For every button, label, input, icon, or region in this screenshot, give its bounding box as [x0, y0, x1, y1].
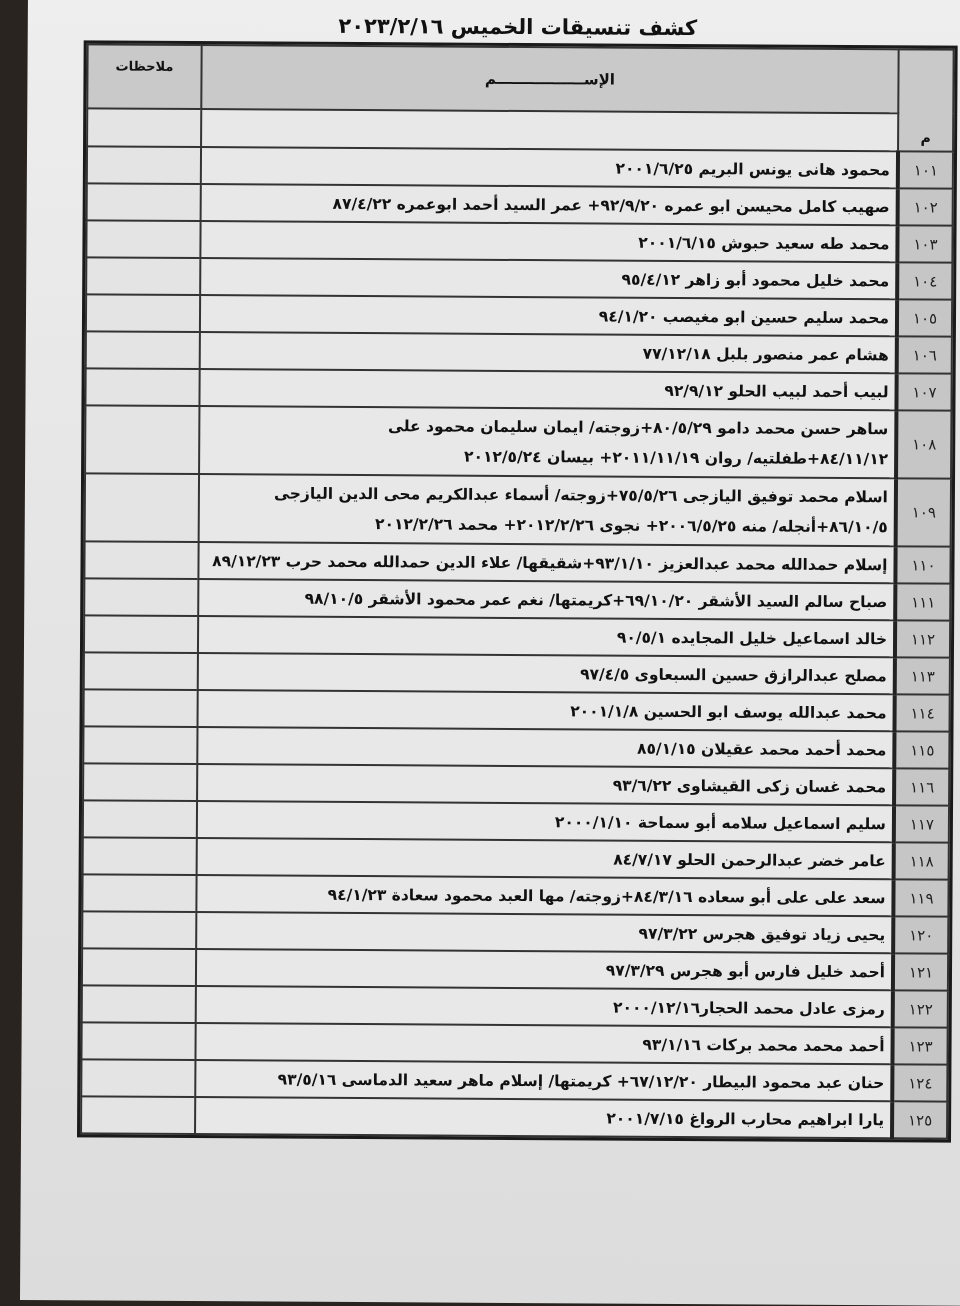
- row-notes-cell: [82, 874, 196, 912]
- table-row: [85, 405, 951, 478]
- row-notes-cell: [86, 331, 200, 369]
- table-row: [82, 874, 948, 916]
- row-name-cell: [200, 258, 897, 299]
- row-notes-cell: [85, 368, 199, 406]
- row-name-line: يارا ابراهيم محارب الرواغ ٢٠٠١/٧/١٥: [606, 1109, 885, 1129]
- table-row: [84, 578, 950, 620]
- table-row: [87, 146, 953, 188]
- row-name-line: محمد غسان زكى القيشاوى ٩٣/٦/٢٢: [612, 776, 887, 796]
- row-notes-cell: [87, 183, 201, 221]
- row-number: ١٠٥: [897, 299, 952, 336]
- row-notes-cell: [82, 911, 196, 949]
- row-name-line: محمود هانى يونس البريم ٢٠٠١/٦/٢٥: [615, 159, 890, 179]
- row-name-cell: [195, 1060, 892, 1101]
- row-name-cell: [196, 912, 893, 953]
- row-number: ١٢٤: [892, 1064, 947, 1101]
- row-number: ١١٨: [894, 842, 949, 879]
- row-notes-cell: [83, 800, 197, 838]
- document-title: كشف تنسيقات الخميس ٢٠٢٣/٢/١٦: [338, 13, 698, 41]
- table-row: [83, 763, 949, 805]
- header-spacer-notes: [87, 108, 201, 147]
- table-header-row: [87, 44, 953, 113]
- row-name-cell: [199, 406, 896, 478]
- row-number: ١٠٣: [897, 225, 952, 262]
- row-name-line: مصلح عبدالرازق حسين السبعاوى ٩٧/٤/٥: [580, 664, 887, 685]
- row-name-line: هشام عمر منصور بلبل ٧٧/١٢/١٨: [642, 344, 889, 364]
- row-name-line: ٨٤/١١/١٢+طفلتيه/ روان ٢٠١١/١١/١٩+ بيسان ٢٠١٢/٥/٢٤: [464, 447, 889, 469]
- row-name-cell: [195, 1023, 892, 1064]
- row-number: ١١٣: [895, 657, 950, 694]
- row-name-line: محمد خليل محمود أبو زاهر ٩٥/٤/١٢: [621, 270, 890, 290]
- row-name-line: محمد أحمد محمد عقيلان ٨٥/١/١٥: [636, 739, 887, 759]
- row-name-line: حنان عبد محمود البيطار ٦٧/١٢/٢٠+ كريمتها/ إسلام ماهر سعيد الدماسى ٩٣/٥/١٦: [277, 1070, 885, 1092]
- table-header-spacer-row: [87, 108, 953, 151]
- row-name-line: صهيب كامل محيسن ابو عمره ٩٢/٩/٢٠+ عمر السيد أحمد ابوعمره ٨٧/٤/٢٢: [332, 194, 890, 216]
- table-row: [83, 726, 949, 768]
- row-number: ١١٦: [894, 768, 949, 805]
- row-name-cell: [196, 986, 893, 1027]
- row-notes-cell: [84, 652, 198, 690]
- row-notes-cell: [85, 473, 199, 542]
- row-number: ١١٢: [895, 620, 950, 657]
- row-notes-cell: [82, 948, 196, 986]
- row-number: ١٢٠: [893, 916, 948, 953]
- row-number: ١٠٩: [896, 478, 951, 546]
- paper-sheet: [20, 0, 960, 1306]
- row-number: ١٢٥: [892, 1101, 947, 1138]
- row-name-line: اسلام محمد توفيق اليازجى ٧٥/٥/٢٦+زوجته/ أسماء عبدالكريم محى الدين اليازجى: [274, 484, 888, 507]
- row-name-cell: [201, 184, 898, 225]
- table-row: [81, 1022, 947, 1064]
- row-name-line: أحمد خليل فارس أبو هجرس ٩٧/٣/٢٩: [605, 961, 886, 981]
- table-row: [86, 257, 952, 299]
- row-notes-cell: [81, 1096, 195, 1134]
- row-name-line: صباح سالم السيد الأشقر ٦٩/١٠/٢٠+كريمتها/ نغم عمر محمود الأشقر ٩٨/١٠/٥: [304, 589, 888, 611]
- row-name-line: رمزى عادل محمد الحجار٢٠٠٠/١٢/١٦: [613, 998, 885, 1018]
- row-name-line: ٨٦/١٠/٥+أنجله/ منه ٢٠٠٦/٥/٢٥+ نجوى ٢٠١٢/٢/٢٦+ محمد ٢٠١٢/٢/٢٦: [375, 515, 888, 537]
- row-number: ١٠٦: [897, 336, 952, 373]
- row-name-line: محمد سليم حسين ابو مغيصب ٩٤/١/٢٠: [598, 306, 890, 327]
- table-row: [84, 689, 950, 731]
- row-notes-cell: [81, 1059, 195, 1097]
- row-name-cell: [195, 1097, 892, 1138]
- table-row: [86, 331, 952, 373]
- row-number: ١١٥: [894, 731, 949, 768]
- row-number: ١٠٤: [897, 262, 952, 299]
- row-name-line: لبيب أحمد لبيب الحلو ٩٢/٩/١٢: [664, 381, 889, 401]
- table-row: [84, 541, 950, 583]
- row-notes-cell: [87, 146, 201, 184]
- row-name-cell: [197, 838, 894, 879]
- row-notes-cell: [81, 1022, 195, 1060]
- row-number: ١٠٨: [896, 410, 951, 478]
- row-notes-cell: [84, 615, 198, 653]
- row-name-line: سليم اسماعيل سلامه أبو سماحة ٢٠٠٠/١/١٠: [554, 812, 886, 833]
- row-number: ١٢٢: [893, 990, 948, 1027]
- row-name-cell: [200, 221, 897, 262]
- row-name-line: ساهر حسن محمد دامو ٨٠/٥/٢٩+زوجته/ ايمان سليمان محمود على: [388, 417, 889, 439]
- row-number: ١١١: [895, 583, 950, 620]
- table-row: [81, 1096, 947, 1138]
- row-notes-cell: [83, 763, 197, 801]
- column-header-name: الإســـــــــــــــــم: [201, 45, 898, 113]
- table-row: [85, 473, 951, 546]
- table-row: [83, 837, 949, 879]
- row-number: ١٠٢: [898, 188, 953, 225]
- table-row: [84, 652, 950, 694]
- table-row: [85, 368, 951, 410]
- table-row: [81, 1059, 947, 1101]
- row-name-line: محمد عبدالله يوسف ابو الحسين ٢٠٠١/١/٨: [570, 701, 887, 722]
- row-number: ١١٠: [895, 546, 950, 583]
- row-notes-cell: [83, 726, 197, 764]
- roster-table-frame: [77, 40, 958, 1142]
- column-header-notes: ملاحظات: [87, 44, 201, 109]
- row-name-cell: [200, 332, 897, 373]
- row-name-cell: [201, 147, 898, 188]
- row-name-line: يحيى زياد توفيق هجرس ٩٧/٣/٢٢: [638, 924, 886, 944]
- row-notes-cell: [85, 405, 199, 474]
- row-number: ١١٤: [894, 694, 949, 731]
- row-name-line: سعد على على أبو سعاده ٨٤/٣/١٦+زوجته/ مها العبد محمود سعادة ٩٤/١/٢٣: [327, 885, 886, 907]
- row-name-cell: [197, 727, 894, 768]
- row-notes-cell: [84, 578, 198, 616]
- row-name-cell: [200, 295, 897, 336]
- row-notes-cell: [86, 257, 200, 295]
- row-notes-cell: [86, 220, 200, 258]
- row-name-cell: [199, 369, 896, 410]
- row-name-cell: [198, 579, 895, 620]
- table-row: [82, 948, 948, 990]
- row-number: ١٠١: [898, 151, 953, 188]
- row-name-cell: [197, 801, 894, 842]
- row-number: ١٢١: [893, 953, 948, 990]
- row-notes-cell: [86, 294, 200, 332]
- header-spacer-cell: [201, 109, 898, 151]
- row-name-cell: [197, 764, 894, 805]
- table-body: [81, 146, 953, 1138]
- row-number: ١١٧: [894, 805, 949, 842]
- table-row: [84, 615, 950, 657]
- row-name-line: خالد اسماعيل خليل المجايده ٩٠/٥/١: [616, 628, 888, 648]
- row-name-line: أحمد محمد محمد بركات ٩٣/١/١٦: [642, 1035, 885, 1055]
- row-number: ١١٩: [893, 879, 948, 916]
- row-name-cell: [198, 690, 895, 731]
- table-row: [82, 911, 948, 953]
- column-header-number: م: [898, 49, 954, 151]
- roster-table: [80, 43, 955, 1139]
- table-row: [82, 985, 948, 1027]
- row-name-cell: [198, 653, 895, 694]
- table-row: [86, 294, 952, 336]
- row-notes-cell: [84, 689, 198, 727]
- row-name-cell: [198, 616, 895, 657]
- row-name-cell: [196, 875, 893, 916]
- table-row: [83, 800, 949, 842]
- row-notes-cell: [83, 837, 197, 875]
- row-name-cell: [199, 474, 896, 546]
- row-name-line: عامر خضر عبدالرحمن الحلو ٨٤/٧/١٧: [613, 850, 886, 870]
- row-name-line: إسلام حمدالله محمد عبدالعزيز ٩٣/١/١٠+شقيقها/ علاء الدين حمدالله محمد حرب ٨٩/١٢/٢٣: [212, 551, 888, 574]
- table-row: [87, 183, 953, 225]
- table-row: [86, 220, 952, 262]
- row-notes-cell: [84, 541, 198, 579]
- row-name-line: محمد طه سعيد حبوش ٢٠٠١/٦/١٥: [638, 233, 890, 253]
- row-name-cell: [198, 542, 895, 583]
- row-number: ١٠٧: [896, 373, 951, 410]
- row-name-cell: [196, 949, 893, 990]
- row-notes-cell: [82, 985, 196, 1023]
- row-number: ١٢٣: [892, 1027, 947, 1064]
